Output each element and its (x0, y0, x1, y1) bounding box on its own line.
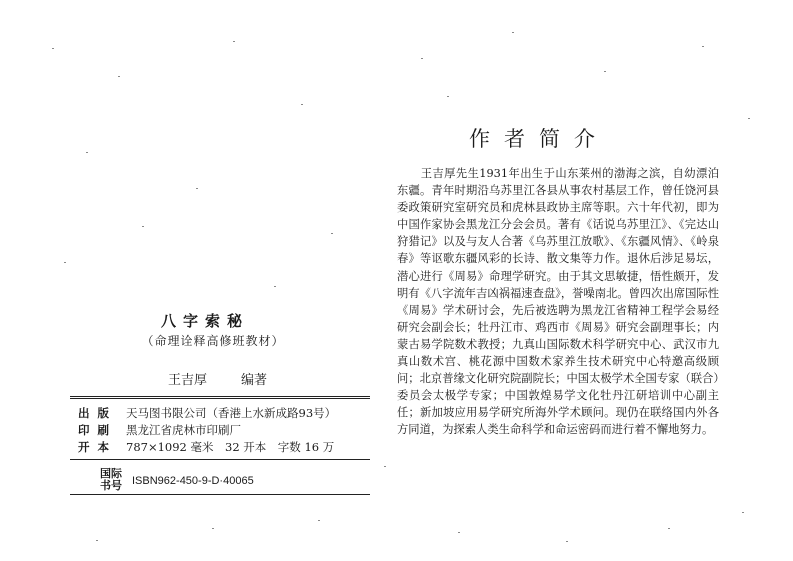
author-line (168, 369, 267, 388)
format-label: 开本 (78, 440, 117, 454)
book-subtitle: （命理诠释高修班教材） (141, 334, 285, 348)
biography-text: 王吉厚先生1931年出生于山东莱州的渤海之滨，自幼漂泊东疆。青年时期沿乌苏里江各县从事农村基层工作，曾任饶河县委政策研究室研究员和虎林县政协主席等职。六十年代初，即为中国作家协会黑龙江分会会员。著有《话说乌苏里江》、《完达山狩猎记》以及与友人合著《乌苏里江放歌》、《东疆风情》、《岭泉春》等讴歌东疆风彩的长诗、散文集等力作。退休后涉足易坛，潜心进行《周易》命理学研究。由于其文思敏捷，悟性颇开，发明有《八字流年吉凶祸福速查盘》，誉噪南北。曾四次出席国际性《周易》学术研讨会，先后被选聘为黑龙江省精神工程学会易经研究会副会长；牡丹江市、鸡西市《周易》研究会副理事长；内蒙古易学院数术教授；九真山国际数术科学研究中心、武汉市九真山数术宫、桃花源中国数术家养生技术研究中心特邀高级顾问；北京普缘文化研究院副院长；中国太极学术全国专家（联合）委员会太极学专家；中国敦煌易学文化牡丹江研培训中心副主任；新加坡应用易学研究所海外学术顾问。现仍在联络国内外各方同道，为探索人类生命科学和命运密码而进行着不懈地努力。 (397, 167, 719, 437)
publisher-row (78, 405, 368, 422)
divider-top-double (70, 398, 370, 399)
publication-info (78, 405, 368, 456)
printer-row (78, 422, 368, 439)
author-name: 王吉厚 (168, 373, 208, 388)
author-role: 编著 (241, 373, 268, 388)
divider-bottom (70, 494, 370, 495)
isbn-label: 国际书号 (100, 467, 122, 492)
divider-top (70, 396, 370, 397)
printer-value: 黑龙江省虎林市印刷厂 (126, 423, 241, 437)
book-title: 八字索秘 (160, 312, 249, 330)
bio-heading: 作者简介 (469, 127, 609, 151)
publisher-label: 出版 (78, 406, 117, 420)
format-row (78, 439, 368, 456)
printer-label: 印刷 (78, 423, 117, 437)
publisher-value: 天马图书限公司（香港上水新成路93号） (126, 406, 337, 420)
author-biography (397, 165, 719, 439)
isbn-number: ISBN962-450-9-D·40065 (132, 475, 254, 487)
format-value: 787×1092 毫米 32 开本 字数 16 万 (126, 440, 335, 454)
divider-middle (70, 459, 370, 460)
